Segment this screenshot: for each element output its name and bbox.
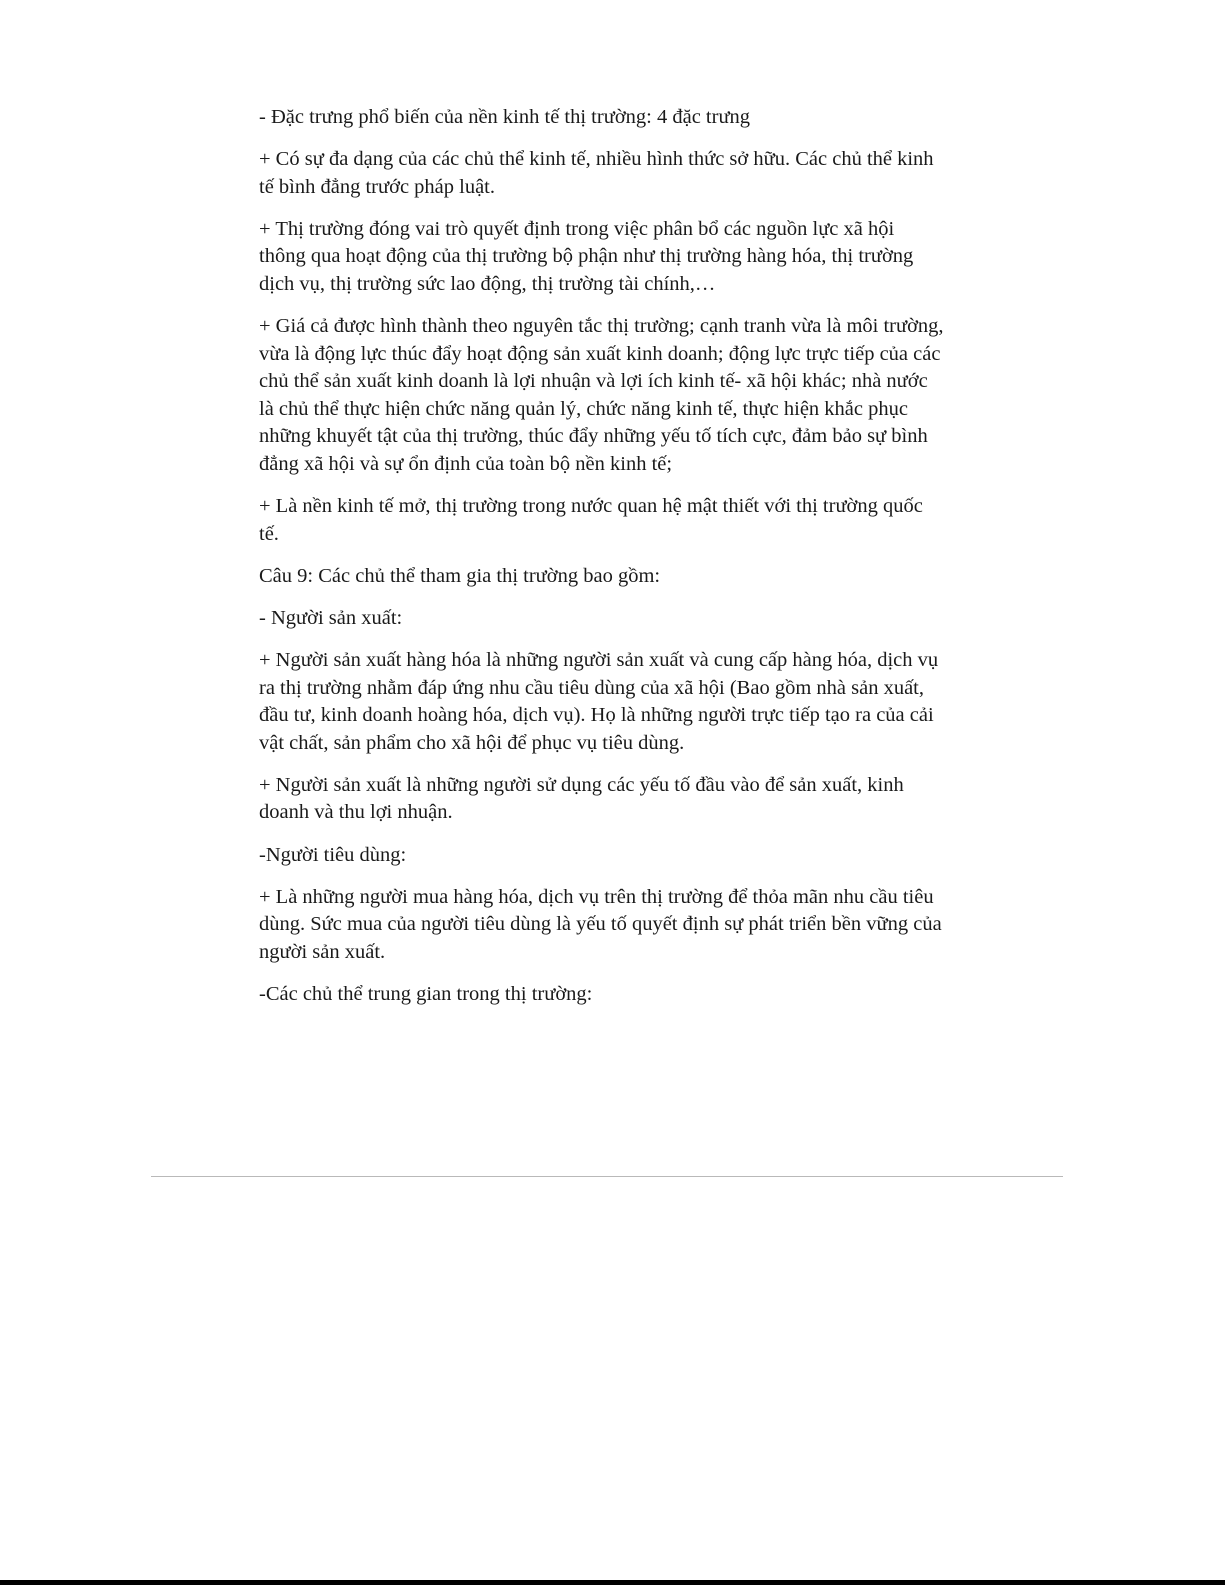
paragraph-features-heading: - Đặc trưng phổ biến của nền kinh tế thị trường: 4 đặc trưng xyxy=(259,106,751,128)
paragraph-intermediary-heading: -Các chủ thể trung gian trong thị trường: xyxy=(259,982,593,1005)
bottom-edge-bar xyxy=(0,1580,1225,1585)
page-body xyxy=(259,104,965,1023)
paragraph-feature-2: + Thị trường đóng vai trò quyết định trong việc phân bổ các nguồn lực xã hội thông qua hoạt động của thị trường bộ phận như thị trường hàng hóa, thị trường dịch vụ, thị trường sức lao động, thị trường tài chính,… xyxy=(259,217,914,295)
paragraph-producer-heading: - Người sản xuất: xyxy=(259,606,403,629)
paragraph-feature-1: + Có sự đa dạng của các chủ thể kinh tế, nhiều hình thức sở hữu. Các chủ thể kinh tế bình đẳng trước pháp luật. xyxy=(259,148,934,198)
paragraph-consumer-heading: -Người tiêu dùng: xyxy=(259,843,407,866)
page-break-divider xyxy=(151,1176,1063,1177)
paragraph-producer-1: + Người sản xuất hàng hóa là những người sản xuất và cung cấp hàng hóa, dịch vụ ra thị trường nhằm đáp ứng nhu cầu tiêu dùng của xã hội (Bao gồm nhà sản xuất, đầu tư, kinh doanh hoàng hóa, dịch vụ). Họ là những người trực tiếp tạo ra của cải vật chất, sản phẩm cho xã hội để phục vụ tiêu dùng. xyxy=(259,649,939,754)
paragraph-feature-3: + Giá cả được hình thành theo nguyên tắc thị trường; cạnh tranh vừa là môi trường, vừa là động lực thúc đẩy hoạt động sản xuất kinh doanh; động lực trực tiếp của các chủ thể sản xuất kinh doanh là lợi nhuận và lợi ích kinh tế- xã hội khác; nhà nước là chủ thể thực hiện chức năng quản lý, chức năng kinh tế, thực hiện khắc phục những khuyết tật của thị trường, thúc đẩy những yếu tố tích cực, đảm bảo sự bình đẳng xã hội và sự ổn định của toàn bộ nền kinh tế; xyxy=(259,315,944,476)
paragraph-producer-2: + Người sản xuất là những người sử dụng các yếu tố đầu vào để sản xuất, kinh doanh và thu lợi nhuận. xyxy=(259,773,904,824)
paragraph-consumer-1: + Là những người mua hàng hóa, dịch vụ trên thị trường để thỏa mãn nhu cầu tiêu dùng. Sức mua của người tiêu dùng là yếu tố quyết định sự phát triển bền vững của người sản xuất. xyxy=(259,885,942,963)
paragraph-feature-4: + Là nền kinh tế mở, thị trường trong nước quan hệ mật thiết với thị trường quốc tế. xyxy=(259,495,923,545)
paragraph-question-9: Câu 9: Các chủ thể tham gia thị trường bao gồm: xyxy=(259,564,661,587)
